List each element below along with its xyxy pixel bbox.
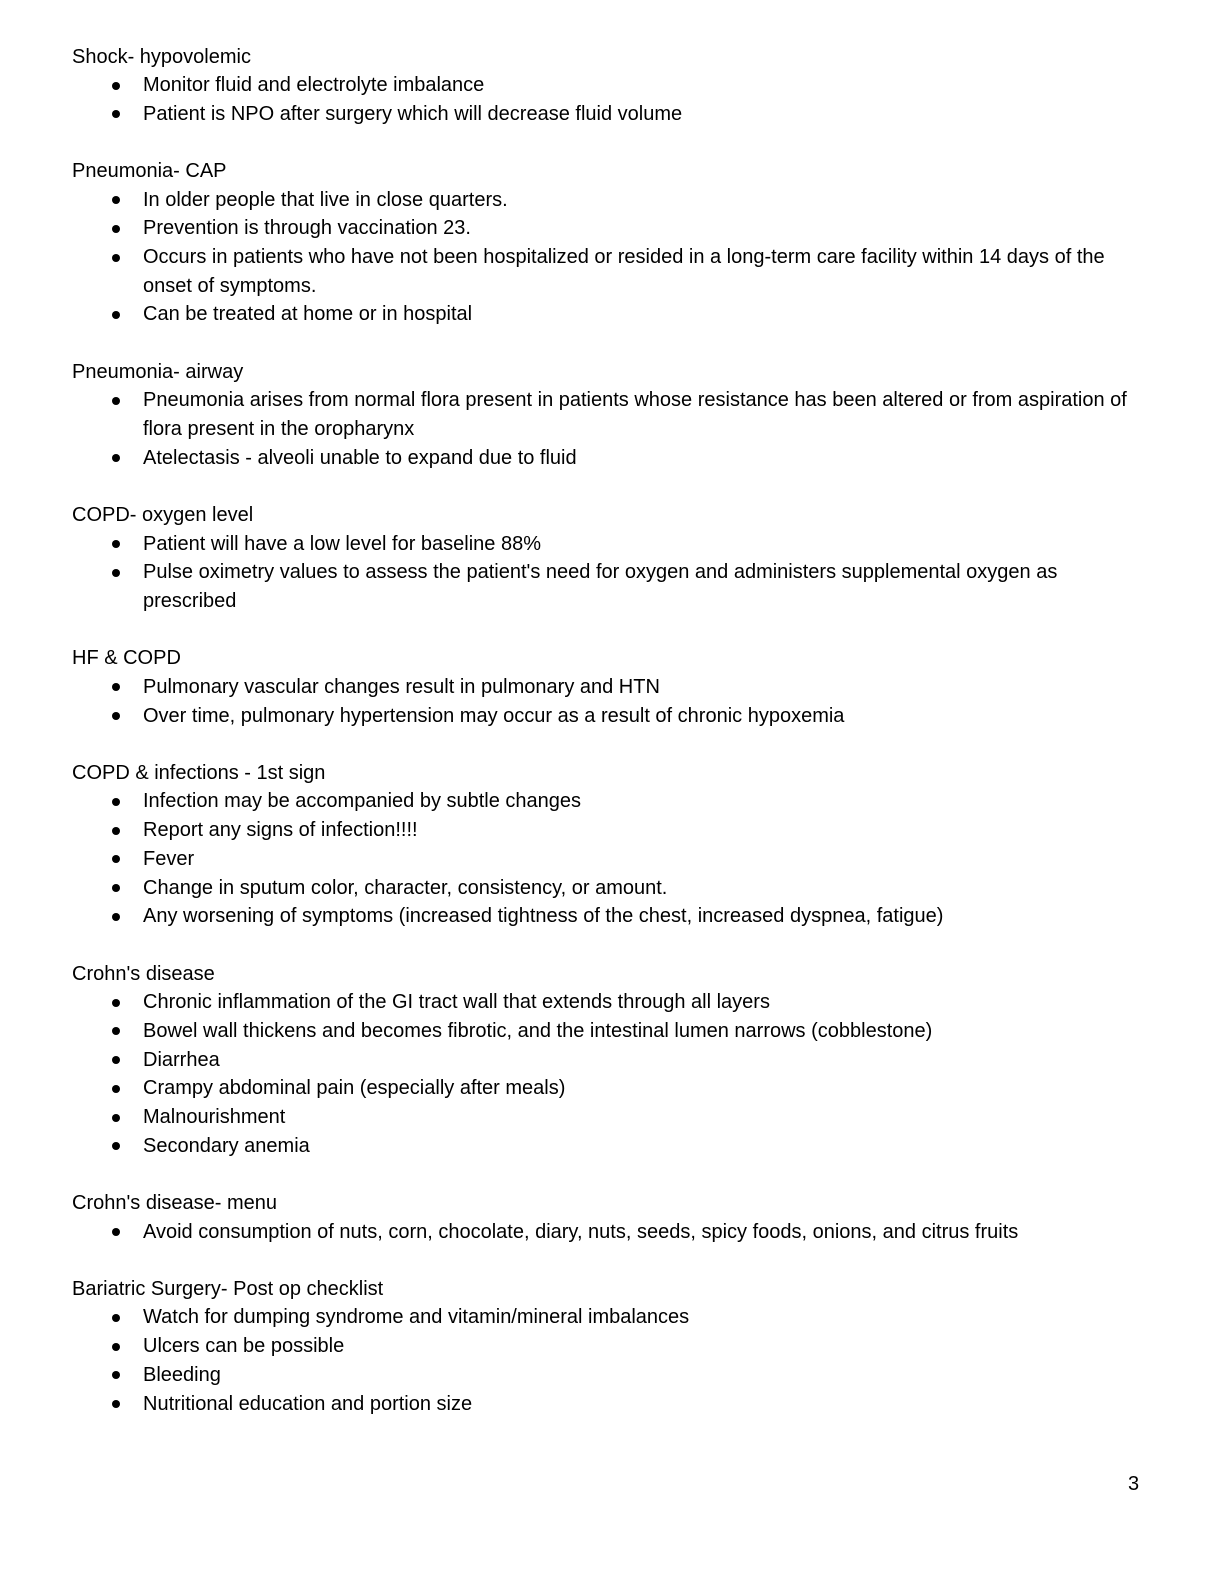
note-section <box>72 644 1152 730</box>
section-heading-text: Shock- hypovolemic <box>72 46 251 68</box>
bullet-item: Patient is NPO after surgery which will decrease fluid volume <box>72 100 1152 129</box>
section-heading <box>72 759 1152 788</box>
bullet-item: Ulcers can be possible <box>72 1332 1152 1361</box>
note-section <box>72 358 1152 473</box>
note-section <box>72 1189 1152 1246</box>
bullet-list <box>72 673 1152 730</box>
section-heading <box>72 157 1152 186</box>
section-heading-text: COPD & infections - 1st sign <box>72 761 326 784</box>
bullet-item: Watch for dumping syndrome and vitamin/mineral imbalances <box>72 1303 1152 1332</box>
bullet-item: Bleeding <box>72 1361 1152 1390</box>
bullet-item: In older people that live in close quarters. <box>72 186 1152 215</box>
bullet-list <box>72 988 1152 1160</box>
bullet-item: Secondary anemia <box>72 1132 1152 1161</box>
bullet-item: Bowel wall thickens and becomes fibrotic, and the intestinal lumen narrows (cobblestone) <box>72 1017 1152 1046</box>
section-heading-text: Pneumonia- airway <box>72 360 244 383</box>
bullet-item: Pneumonia arises from normal flora present in patients whose resistance has been altered or from aspiration of flora present in the oropharynx <box>72 386 1152 443</box>
bullet-item: Infection may be accompanied by subtle changes <box>72 787 1152 816</box>
section-heading-text: COPD- oxygen level <box>72 503 254 526</box>
bullet-item: Patient will have a low level for baseline 88% <box>72 530 1152 559</box>
bullet-item: Nutritional education and portion size <box>72 1390 1152 1419</box>
note-section <box>72 1275 1152 1419</box>
bullet-item: Avoid consumption of nuts, corn, chocolate, diary, nuts, seeds, spicy foods, onions, and citrus fruits <box>72 1218 1152 1247</box>
bullet-item: Chronic inflammation of the GI tract wall that extends through all layers <box>72 988 1152 1017</box>
section-heading-text: Bariatric Surgery- Post op checklist <box>72 1277 384 1300</box>
note-section <box>72 157 1152 329</box>
section-heading <box>72 644 1152 673</box>
bullet-item: Report any signs of infection!!!! <box>72 816 1152 845</box>
bullet-item: Malnourishment <box>72 1103 1152 1132</box>
bullet-item: Diarrhea <box>72 1046 1152 1075</box>
document-body <box>72 46 1152 1447</box>
note-section <box>72 46 1152 128</box>
bullet-item: Pulse oximetry values to assess the patient's need for oxygen and administers supplemental oxygen as prescribed <box>72 558 1152 615</box>
section-heading <box>72 501 1152 530</box>
bullet-list <box>72 1218 1152 1247</box>
bullet-item: Atelectasis - alveoli unable to expand due to fluid <box>72 444 1152 473</box>
bullet-item: Over time, pulmonary hypertension may occur as a result of chronic hypoxemia <box>72 702 1152 731</box>
section-heading <box>72 1275 1152 1304</box>
section-heading-text: Pneumonia- CAP <box>72 159 227 182</box>
bullet-item: Occurs in patients who have not been hospitalized or resided in a long-term care facility within 14 days of the onset of symptoms. <box>72 243 1152 300</box>
bullet-item: Change in sputum color, character, consistency, or amount. <box>72 874 1152 903</box>
section-heading <box>72 1189 1152 1218</box>
section-heading-text: Crohn's disease- menu <box>72 1191 278 1214</box>
bullet-list <box>72 1303 1152 1418</box>
bullet-list <box>72 787 1152 931</box>
bullet-list <box>72 71 1152 128</box>
bullet-item: Monitor fluid and electrolyte imbalance <box>72 71 1152 100</box>
section-heading <box>72 358 1152 387</box>
section-heading <box>72 46 1152 71</box>
section-heading-text: Crohn's disease <box>72 962 215 985</box>
bullet-list <box>72 530 1152 616</box>
bullet-list <box>72 386 1152 472</box>
section-heading <box>72 960 1152 989</box>
note-section <box>72 759 1152 931</box>
bullet-item: Crampy abdominal pain (especially after meals) <box>72 1074 1152 1103</box>
bullet-item: Any worsening of symptoms (increased tightness of the chest, increased dyspnea, fatigue) <box>72 902 1152 931</box>
bullet-item: Fever <box>72 845 1152 874</box>
bullet-list <box>72 186 1152 330</box>
bullet-item: Prevention is through vaccination 23. <box>72 214 1152 243</box>
bullet-item: Can be treated at home or in hospital <box>72 300 1152 329</box>
page-number: 3 <box>1128 1473 1140 1495</box>
note-section <box>72 960 1152 1161</box>
section-heading-text: HF & COPD <box>72 647 181 670</box>
note-section <box>72 501 1152 616</box>
bullet-item: Pulmonary vascular changes result in pulmonary and HTN <box>72 673 1152 702</box>
